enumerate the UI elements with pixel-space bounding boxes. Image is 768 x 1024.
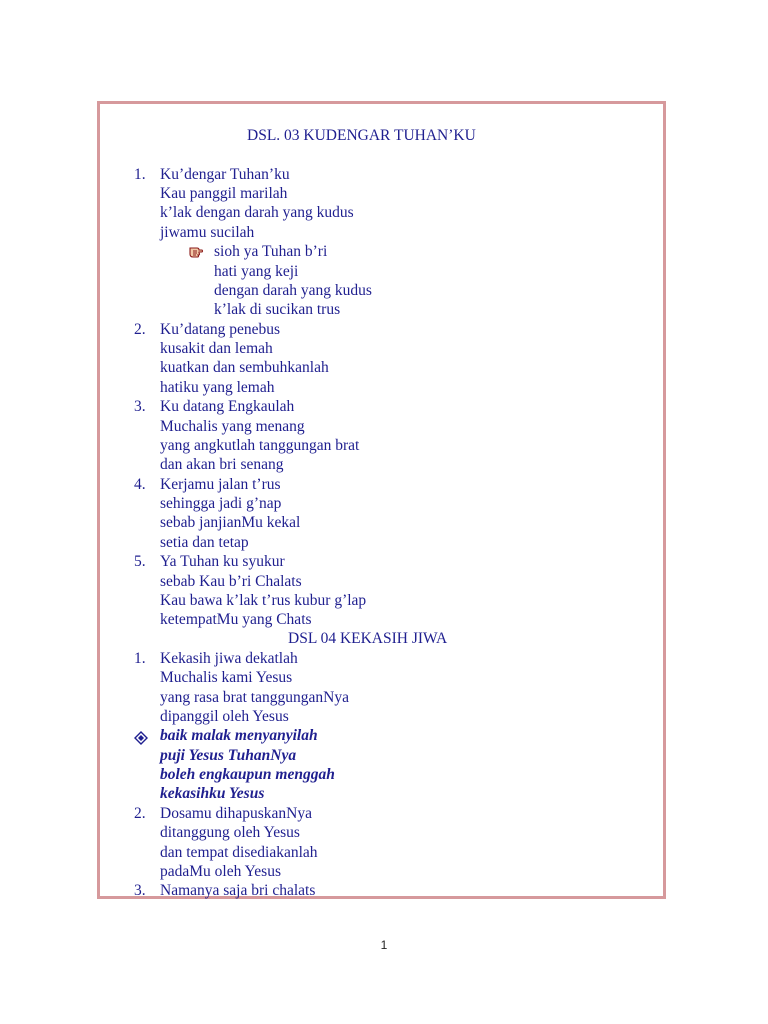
verse-number: 4. [134, 476, 146, 493]
refrain-line: k’lak di sucikan trus [214, 301, 341, 318]
lyric-line: ketempatMu yang Chats [160, 611, 312, 628]
chorus-line: baik malak menyanyilah [160, 727, 318, 744]
lyric-line: Ku’dengar Tuhan’ku [160, 166, 290, 183]
lyric-line: yang angkutlah tanggungan brat [160, 437, 360, 454]
verse-number: 3. [134, 398, 146, 415]
lyric-line: Namanya saja bri chalats [160, 882, 316, 899]
lyric-line: sebab Kau b’ri Chalats [160, 573, 302, 590]
lyric-line: setia dan tetap [160, 534, 249, 551]
lyric-line: Dosamu dihapuskanNya [160, 805, 312, 822]
chorus-line: puji Yesus TuhanNya [160, 747, 297, 764]
verse-number: 2. [134, 321, 146, 338]
lyric-line: kusakit dan lemah [160, 340, 273, 357]
lyric-line: k’lak dengan darah yang kudus [160, 204, 354, 221]
lyric-line: Kau panggil marilah [160, 185, 288, 202]
lyric-line: hatiku yang lemah [160, 379, 275, 396]
refrain-line: sioh ya Tuhan b’ri [214, 243, 328, 260]
lyric-line: padaMu oleh Yesus [160, 863, 281, 880]
verse-number: 3. [134, 882, 146, 899]
lyric-line: dan tempat disediakanlah [160, 844, 318, 861]
diamond-bullet-icon [134, 731, 148, 745]
lyric-line: Muchalis yang menang [160, 418, 305, 435]
verse-number: 1. [134, 166, 146, 183]
song-title: DSL. 03 KUDENGAR TUHAN’KU [247, 127, 476, 144]
lyric-line: dan akan bri senang [160, 456, 284, 473]
lyric-line: Kekasih jiwa dekatlah [160, 650, 298, 667]
lyric-line: jiwamu sucilah [160, 224, 255, 241]
chorus-line: kekasihku Yesus [160, 785, 265, 802]
lyric-line: Ku datang Engkaulah [160, 398, 295, 415]
pointing-hand-icon [188, 243, 204, 259]
refrain-line: hati yang keji [214, 263, 299, 280]
page-number: 1 [380, 938, 388, 952]
lyric-line: Kerjamu jalan t’rus [160, 476, 281, 493]
refrain-line: dengan darah yang kudus [214, 282, 372, 299]
lyric-line: dipanggil oleh Yesus [160, 708, 289, 725]
lyric-line: sebab janjianMu kekal [160, 514, 301, 531]
verse-number: 1. [134, 650, 146, 667]
lyric-line: ditanggung oleh Yesus [160, 824, 300, 841]
verse-number: 5. [134, 553, 146, 570]
lyric-line: kuatkan dan sembuhkanlah [160, 359, 329, 376]
song-title: DSL 04 KEKASIH JIWA [288, 630, 448, 647]
chorus-line: boleh engkaupun menggah [160, 766, 335, 783]
lyric-line: yang rasa brat tanggunganNya [160, 689, 349, 706]
lyric-line: Ya Tuhan ku syukur [160, 553, 285, 570]
lyric-line: Ku’datang penebus [160, 321, 281, 338]
verse-number: 2. [134, 805, 146, 822]
lyric-line: Muchalis kami Yesus [160, 669, 293, 686]
lyric-line: sehingga jadi g’nap [160, 495, 282, 512]
lyric-line: Kau bawa k’lak t’rus kubur g’lap [160, 592, 367, 609]
